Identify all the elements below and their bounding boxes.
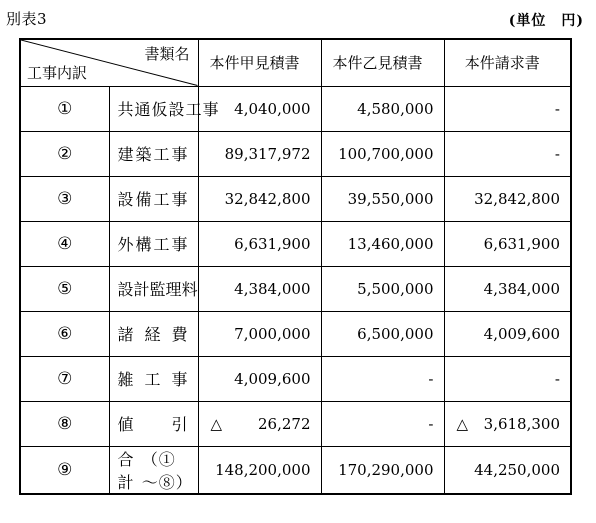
estimate-a-amount: 4,040,000 — [198, 86, 321, 131]
invoice-amount: - — [444, 131, 571, 176]
estimate-a-amount: 148,200,000 — [198, 446, 321, 494]
work-item-name-char: 監 — [149, 280, 166, 299]
row-number: ① — [20, 86, 109, 131]
table-row — [20, 131, 571, 176]
work-item-name-char: 値 — [117, 415, 134, 434]
estimate-a-amount: 6,631,900 — [198, 221, 321, 266]
work-item-name — [109, 356, 198, 401]
work-item-name-char: 通 — [134, 100, 152, 119]
work-item-name-char: 築 — [135, 145, 152, 164]
work-item-name-text — [118, 367, 188, 390]
estimate-b-amount: 170,290,000 — [321, 446, 444, 494]
cost-breakdown-table — [19, 38, 572, 495]
work-item-name-char: 事 — [202, 100, 220, 119]
work-item-name-text — [118, 142, 188, 165]
work-item-name — [109, 266, 198, 311]
estimate-a-amount: 4,009,600 — [198, 356, 321, 401]
work-item-name-char: 諸 — [117, 325, 134, 344]
work-item-name-char: 引 — [171, 415, 188, 434]
work-item-name — [109, 221, 198, 266]
estimate-a-amount: 32,842,800 — [198, 176, 321, 221]
work-item-name-text — [118, 232, 188, 255]
work-item-name-char: （①～⑧） — [141, 449, 193, 492]
table-row — [20, 266, 571, 311]
work-item-name-char: 合計 — [117, 449, 135, 492]
table-row — [20, 86, 571, 131]
work-item-name — [109, 446, 198, 494]
work-item-name-char: 事 — [171, 145, 188, 164]
estimate-b-amount: - — [321, 356, 444, 401]
invoice-amount: 6,631,900 — [444, 221, 571, 266]
estimate-b-amount: 4,580,000 — [321, 86, 444, 131]
work-item-name-char: 計 — [133, 280, 150, 299]
row-number: ④ — [20, 221, 109, 266]
amount-value: 26,272 — [258, 414, 311, 433]
table-body — [20, 86, 571, 494]
estimate-a-amount: 4,384,000 — [198, 266, 321, 311]
table-row — [20, 356, 571, 401]
invoice-amount: - — [444, 356, 571, 401]
row-number: ⑥ — [20, 311, 109, 356]
document-caption: 別表3 — [6, 10, 48, 28]
column-header-estimate-b: 本件乙見積書 — [321, 39, 444, 86]
amount-value: 3,618,300 — [483, 414, 560, 433]
work-item-name-char: 理 — [165, 280, 182, 299]
table-row — [20, 221, 571, 266]
work-item-name — [109, 311, 198, 356]
table-row — [20, 311, 571, 356]
row-number: ② — [20, 131, 109, 176]
corner-header-cell — [20, 39, 198, 86]
work-item-name-char: 共 — [117, 100, 135, 119]
row-number: ⑧ — [20, 401, 109, 446]
estimate-b-amount: 39,550,000 — [321, 176, 444, 221]
table-row — [20, 176, 571, 221]
work-item-name — [109, 86, 220, 131]
work-item-name-char: 工 — [185, 100, 203, 119]
estimate-b-amount: - — [321, 401, 444, 446]
work-item-name-char: 設 — [117, 280, 134, 299]
work-item-name-text — [117, 447, 193, 493]
estimate-b-amount: 5,500,000 — [321, 266, 444, 311]
work-item-name-text — [118, 322, 188, 345]
invoice-amount: 32,842,800 — [444, 176, 571, 221]
row-number: ③ — [20, 176, 109, 221]
work-item-name-char: 構 — [135, 235, 152, 254]
negative-mark: △ — [210, 414, 223, 433]
table-row — [20, 401, 571, 446]
work-item-name-text — [117, 277, 198, 300]
row-number: ⑦ — [20, 356, 109, 401]
work-item-name — [109, 401, 198, 446]
work-item-name-char: 費 — [171, 325, 188, 344]
work-item-name-text — [118, 412, 188, 435]
work-item-name-char: 工 — [153, 145, 170, 164]
invoice-amount: 4,009,600 — [444, 311, 571, 356]
row-number: ⑨ — [20, 446, 109, 494]
negative-mark: △ — [456, 414, 469, 433]
estimate-a-amount: 89,317,972 — [198, 131, 321, 176]
table-row — [20, 446, 571, 494]
header-row — [20, 39, 571, 86]
work-item-name-text — [118, 187, 188, 210]
work-item-name-char: 外 — [117, 235, 134, 254]
invoice-amount: - — [444, 86, 571, 131]
work-item-name-char: 雑 — [117, 370, 134, 389]
work-item-name-char: 事 — [171, 370, 188, 389]
column-header-estimate-a: 本件甲見積書 — [198, 39, 321, 86]
work-item-name — [109, 176, 198, 221]
work-item-name — [109, 131, 198, 176]
work-item-name-char: 工 — [153, 190, 170, 209]
column-header-invoice: 本件請求書 — [444, 39, 571, 86]
work-item-name-char: 設 — [168, 100, 186, 119]
corner-bottom-label: 工事内訳 — [27, 63, 88, 82]
estimate-b-amount: 6,500,000 — [321, 311, 444, 356]
work-item-name-char: 備 — [135, 190, 152, 209]
work-item-name-char: 工 — [153, 235, 170, 254]
invoice-amount — [444, 401, 571, 446]
work-item-name-char: 設 — [117, 190, 134, 209]
unit-label: (単位 円) — [508, 13, 584, 29]
work-item-name-char: 料 — [181, 280, 198, 299]
estimate-b-amount: 100,700,000 — [321, 131, 444, 176]
estimate-a-amount — [198, 401, 321, 446]
work-item-name-char: 経 — [144, 325, 161, 344]
work-item-name-char: 仮 — [151, 100, 169, 119]
work-item-name-char: 事 — [171, 190, 188, 209]
work-item-name-char: 建 — [117, 145, 134, 164]
estimate-a-amount: 7,000,000 — [198, 311, 321, 356]
work-item-name-char: 事 — [171, 235, 188, 254]
work-item-name-text — [117, 97, 220, 120]
invoice-amount: 44,250,000 — [444, 446, 571, 494]
work-item-name-char: 工 — [144, 370, 161, 389]
invoice-amount: 4,384,000 — [444, 266, 571, 311]
estimate-b-amount: 13,460,000 — [321, 221, 444, 266]
corner-top-label: 書類名 — [144, 45, 190, 63]
row-number: ⑤ — [20, 266, 109, 311]
